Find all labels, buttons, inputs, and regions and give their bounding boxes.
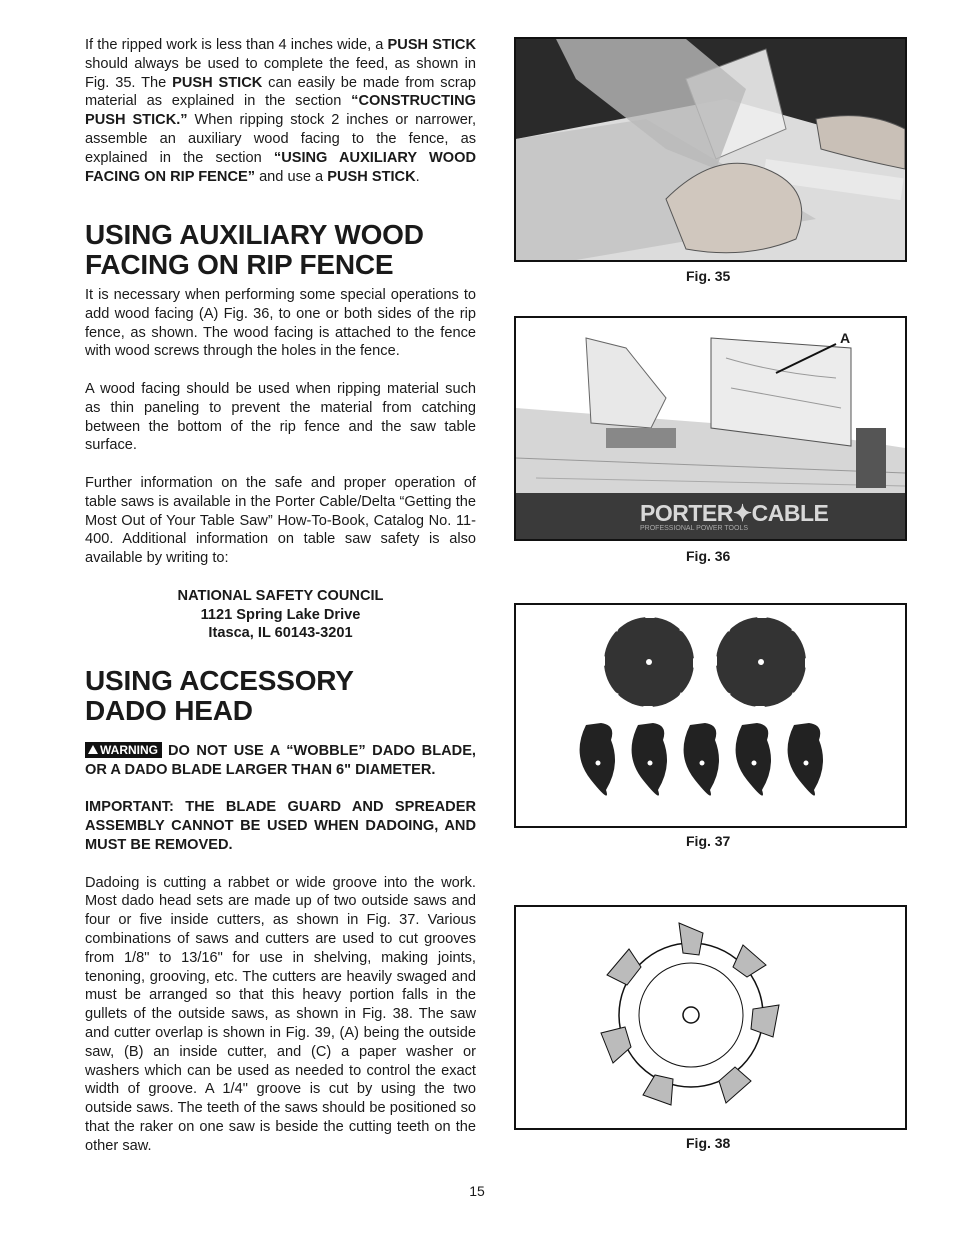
porter-cable-subtitle: PROFESSIONAL POWER TOOLS: [640, 525, 749, 532]
warning-badge: WARNING: [85, 742, 162, 758]
fig38-drawing: [514, 905, 907, 1130]
warning-triangle-icon: [88, 745, 98, 754]
address-block: NATIONAL SAFETY COUNCIL 1121 Spring Lake Drive Itasca, IL 60143-3201: [177, 587, 384, 642]
fig36-photo: [514, 316, 907, 541]
fig35-photo: [514, 37, 907, 262]
fig36-label-a: A: [840, 330, 851, 346]
fig37-caption: Fig. 37: [686, 833, 731, 849]
dado-saw-diagram-icon: [601, 923, 779, 1105]
section1-body: [85, 286, 476, 643]
outside-saw-right-icon: [711, 612, 811, 712]
outside-saw-left-icon: [599, 612, 699, 712]
section-heading-wood-facing: USING AUXILIARY WOOD FACING ON RIP FENCE: [85, 219, 424, 280]
section1-para2: A wood facing should be used when ripping material such as thin paneling to prevent the material from catching between the bottom of the rip fence and the saw table surface.: [85, 380, 476, 454]
page-number: 15: [469, 1183, 485, 1199]
section1-para3: Further information on the safe and proper operation of table saws is available in the Porter Cable/Delta “Getting the Most Out of Your Table Saw” How-To-Book, Catalog No. 11-400. Additional information on table saw safety is also available by writing to:: [85, 474, 476, 567]
intro-paragraph: If the ripped work is less than 4 inches wide, a PUSH STICK should always be used to complete the feed, as shown in Fig. 35. The PUSH STICK can easily be made from scrap material as explained in the section “CONSTRUCTING PUSH STICK.” When ripping stock 2 inches or narrower, assemble an auxiliary wood facing to the fence, as explained in the section “USING AUXILIARY WOOD FACING ON RIP FENCE” and use a PUSH STICK.: [85, 37, 477, 185]
fig36-caption: Fig. 36: [686, 548, 731, 564]
fig38-caption: Fig. 38: [686, 1135, 731, 1151]
warning-block: WARNING DO NOT USE A “WOBBLE” DADO BLADE, OR A DADO BLADE LARGER THAN 6" DIAMETER. IMPORTANT: THE BLADE GUARD AND SPREADER ASSEMBLY CANNOT BE USED WHEN DADOING, AND MUST BE REMOVED. Dadoing is cutting a rabbet or wide groove into the work. Most dado head sets are made up of two outside saws and four or five inside cutters, as shown in Fig. 37. Various combinations of saws and cutters are used to cut grooves from 1/8" to 13/16" for use in shelving, making joints, tenoning, grooving, etc. The cutters are heavily swaged and must be arranged so that this heavy portion falls in the gullets of the outside saws, as shown in Fig. 38. The saw and cutter overlap is shown in Fig. 39, (A) being the outside saw, (B) an inside cutter, and (C) a paper washer or washers which can be used as needed to control the exact width of groove. A 1/4" groove is cut by using the two outside saws. The teeth of the saws should be positioned so that the raker on one saw is beside the cutting teeth on the other saw.: [85, 743, 476, 1154]
dado-paragraph: Dadoing is cutting a rabbet or wide groove into the work. Most dado head sets are made up of two outside saws and four or five inside cutters, as shown in Fig. 37. Various combinations of saws and cutters are used to cut grooves from 1/8" to 13/16" for use in shelving, making joints, tenoning, grooving, etc. The cutters are heavily swaged and must be arranged so that this heavy portion falls in the gullets of the outside saws, as shown in Fig. 38. The saw and cutter overlap is shown in Fig. 39, (A) being the outside saw, (B) an inside cutter, and (C) a paper washer or washers which can be used as needed to control the exact width of groove. A 1/4" groove is cut by using the two outside saws. The teeth of the saws should be positioned so that the raker on one saw is beside the cutting teeth on the other saw.: [85, 874, 476, 1154]
fig37-photo: [514, 603, 907, 828]
important-note: IMPORTANT: THE BLADE GUARD AND SPREADER ASSEMBLY CANNOT BE USED WHEN DADOING, AND MUST BE REMOVED.: [85, 799, 476, 853]
fig35-caption: Fig. 35: [686, 268, 731, 284]
section1-para1: It is necessary when performing some special operations to add wood facing (A) Fig. 36, to one or both sides of the rip fence, as shown. The wood facing is attached to the fence with wood screws through the holes in the fence.: [85, 287, 476, 360]
section-heading-dado: USING ACCESSORY DADO HEAD: [85, 665, 354, 726]
porter-cable-logo: PORTER✦CABLE: [640, 500, 829, 526]
